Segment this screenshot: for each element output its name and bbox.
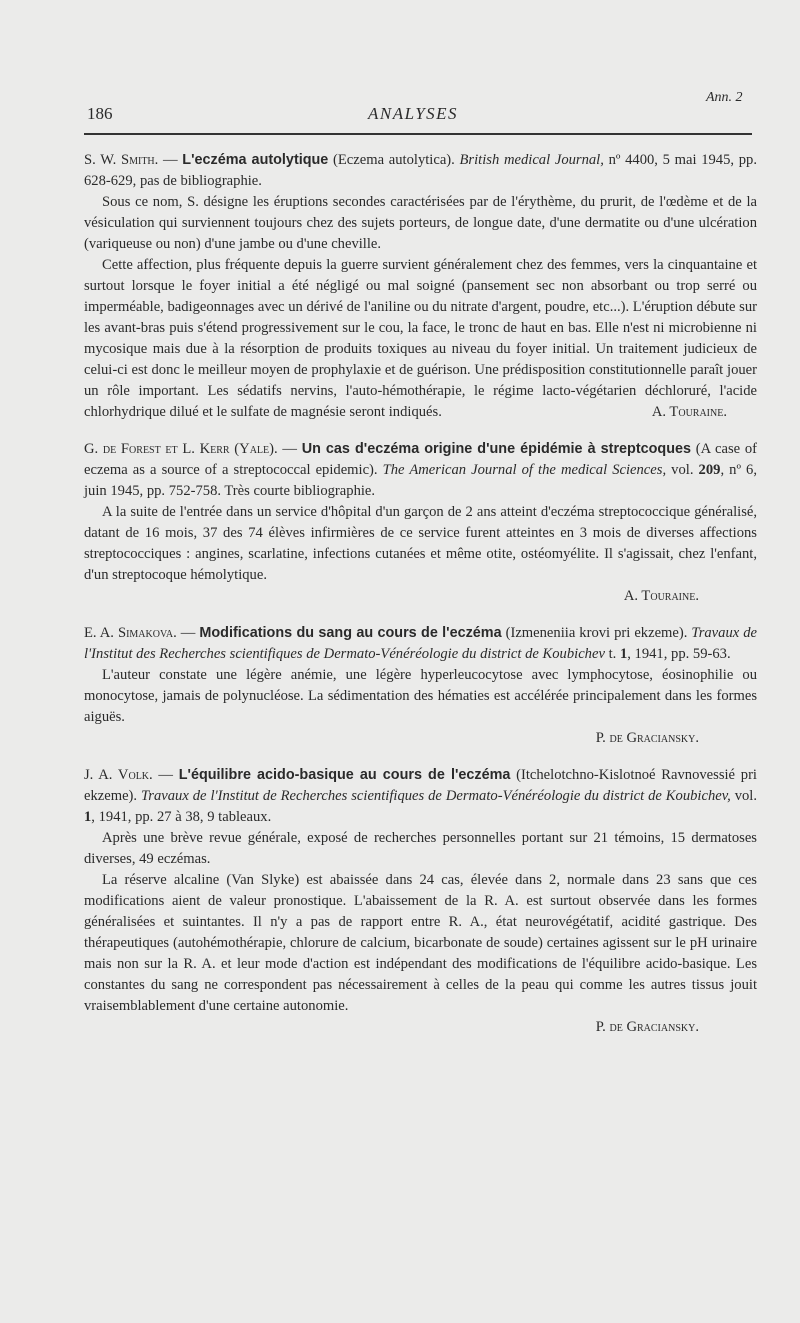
abstract-paragraph: A la suite de l'entrée dans un service d'hôpital d'un garçon de 2 ans atteint d'eczéma streptococcique généralisé, datant de 16 mois, 37 des 74 élèves infirmières de ce service furent atteintes en 3 mois de diverses affections streptococciques : angines, scarlatine, infections cutanées et même otite, ostéomyélite. Il s'agissait, chez l'enfant, d'un streptocoque hémolytique. [84,504,757,583]
citation-detail: , 1941, pp. 59-63. [627,646,731,662]
article-body [84,150,757,1054]
abstract-entry [84,150,757,423]
paragraph-text: Cette affection, plus fréquente depuis la guerre survient généralement chez des femmes, vers la cinquantaine et surtout lorsque le foyer initial a été négligé ou mal soigné (pansement sec non absorbant ou trop serré ou imperméable, badigeonnages avec un dérivé de l'aniline ou du nitrate d'argent, poudre, etc...). L'éruption débute sur les avant-bras puis s'étend progressivement sur le cou, la face, le tronc de haut en bas. Elle n'est ni microbienne ni mycosique mais due à la résorption de produits toxiques au niveau du foyer initial. Un traitement judicieux de celui-ci est donc le meilleur moyen de prophylaxie et de guérison. Une prédisposition constitutionnelle paraît jouer un rôle important. Les sédatifs nervins, l'auto-hémothérapie, le régime lacto-végétarien déchloruré, l'acide chlorhydrique dilué et le sulfate de magnésie seront indiqués. [84,257,758,420]
citation-detail: nº 4400, 5 mai 1945, pp. 628-629, pas de bibliographie. [84,152,757,189]
journal-name: British medical Journal, [459,152,604,168]
author-names: E. A. Simakova. [84,625,177,641]
dash: — [163,152,178,168]
citation-detail: (Itchelotchno-Kislotnoé Ravnovessié pri ekzeme). [84,767,757,804]
citation-detail: (Eczema autolytica). [333,152,460,168]
reviewer-signature: P. de Graciansky. [595,1019,699,1035]
citation-detail: t. [604,646,620,662]
abstract-entry [84,439,757,607]
citation [84,150,757,192]
reviewer-signature: A. Touraine. [623,588,699,604]
abstract-entry [84,765,757,1038]
abstract-paragraph: Après une brève revue générale, exposé de recherches personnelles portant sur 21 témoins, 15 dermatoses diverses, 49 eczémas. [84,830,757,867]
citation-detail: , 1941, pp. 27 à 38, 9 tableaux. [91,809,272,825]
page-number: 186 [87,104,113,123]
citation-detail: , nº 6, juin 1945, pp. 752-758. Très courte bibliographie. [84,462,757,499]
citation-detail: vol. [730,788,757,804]
citation [84,439,757,502]
dash: — [282,441,297,457]
citation-detail: vol. [666,462,699,478]
volume-number: 209 [698,462,721,478]
citation-detail: (A case of eczema as a source of a streptococcal epidemic). [84,441,757,478]
abstract-paragraph [84,255,757,423]
running-title: ANALYSES [368,104,459,123]
journal-name: Travaux de l'Institut de Recherches scientifiques de Dermato-Vénéréologie du district de Koubichev, [141,788,731,804]
author-names: S. W. Smith. [84,152,159,168]
article-title: Un cas d'eczéma origine d'une épidémie à streptcoques [301,441,692,457]
citation-detail: (Izmeneniia krovi pri ekzeme). [501,625,692,641]
abstract-entry [84,623,757,749]
citation [84,623,757,665]
reviewer-signature: P. de Graciansky. [595,730,699,746]
journal-name: Travaux de l'Institut des Recherches scientifiques de Dermato-Vénéréologie du district de Koubichev [84,625,758,662]
annal-year: Ann. 2 [706,90,743,105]
volume-number: 1 [84,809,92,825]
reviewer-signature: A. Touraine. [651,404,727,420]
dash: — [180,625,196,641]
abstract-paragraph: Sous ce nom, S. désigne les éruptions secondes caractérisées par de l'érythème, du prurit, de l'œdème et de la vésiculation qui surviennent toujours chez des sujets porteurs, de longue date, d'une dermatite ou d'une ulcération (variqueuse ou non) d'une jambe ou d'une cheville. [84,194,757,252]
header-rule [84,133,752,135]
author-names: J. A. Volk. [84,767,153,783]
article-title: L'eczéma autolytique [182,152,329,168]
article-title: Modifications du sang au cours de l'eczéma [199,625,502,641]
journal-name: The American Journal of the medical Sciences, [382,462,667,478]
citation [84,765,757,828]
abstract-paragraph: L'auteur constate une légère anémie, une légère hyperleucocytose avec lymphocytose, éosinophilie ou monocytose, jamais de polynucléose. La sédimentation des hématies est accélérée principalement dans les formes aiguës. [84,667,757,725]
dash: — [158,767,174,783]
author-names: G. de Forest et L. Kerr (Yale). [84,441,278,457]
article-title: L'équilibre acido-basique au cours de l'eczéma [178,767,511,783]
volume-number: 1 [619,646,628,662]
abstract-paragraph: La réserve alcaline (Van Slyke) est abaissée dans 24 cas, élevée dans 2, normale dans 23 sans que ces modifications aient de valeur pronostique. L'abaissement de la R. A. est surtout observée dans les formes généralisées et suintantes. Il n'y a pas de rapport entre R. A., état neurovégétatif, acidité gastrique. Des thérapeutiques (autohémothérapie, chlorure de calcium, bicarbonate de soude) certaines agissent sur le pH urinaire mais non sur la R. A. et leur mode d'action est indépendant des modifications de l'équilibre acido-basique. Les constantes du sang ne correspondent pas nécessairement à celles de la peau qui comme les autres tissus jouit vraisemblablement d'une certaine autonomie. [84,872,757,1014]
